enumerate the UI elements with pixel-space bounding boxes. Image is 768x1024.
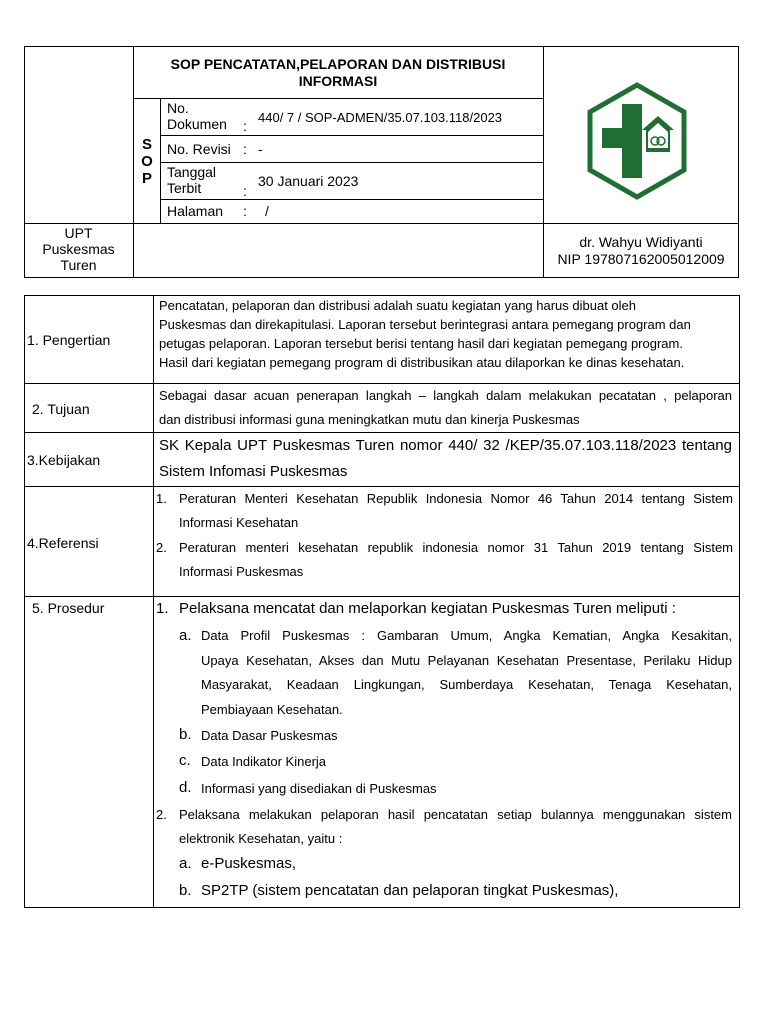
prosedur-num: 1. xyxy=(156,600,169,617)
text-line: Informasi Puskesmas xyxy=(179,564,304,579)
field-value-no-revisi: - xyxy=(258,141,263,157)
prosedur-sub-c: Data Indikator Kinerja xyxy=(201,754,327,769)
text-line: Peraturan menteri kesehatan republik indonesia nomor 31 Tahun 2019 tentang Sistem xyxy=(179,540,733,555)
sop-letter-s: S xyxy=(141,136,152,153)
section-label-referensi: 4.Referensi xyxy=(27,535,99,551)
prosedur-item-1-text: Pelaksana mencatat dan melaporkan kegiatan Puskesmas Turen meliputi : xyxy=(179,600,676,617)
field-label-halaman: Halaman xyxy=(167,203,224,219)
org-name: UPT Puskesmas Turen xyxy=(42,225,115,273)
referensi-item xyxy=(179,536,733,584)
referensi-num: 2. xyxy=(156,540,167,555)
pengertian-text xyxy=(159,296,691,372)
puskesmas-logo-icon xyxy=(586,82,688,200)
field-colon: : xyxy=(243,118,247,134)
prosedur-sub-a xyxy=(201,624,732,722)
prosedur-2-sub-a: e-Puskesmas, xyxy=(201,855,297,872)
text-line: Pembiayaan Kesehatan. xyxy=(201,701,343,717)
text-line: SK Kepala UPT Puskesmas Turen nomor 440/ 32 /KEP/35.07.103.118/2023 tentang xyxy=(159,437,732,454)
sub-letter: d. xyxy=(179,779,192,796)
sub-letter: a. xyxy=(179,855,192,872)
field-label-no-dokumen: No. Dokumen xyxy=(167,100,227,132)
section-label-prosedur: 5. Prosedur xyxy=(32,600,105,616)
text-line: Peraturan Menteri Kesehatan Republik Indonesia Nomor 46 Tahun 2014 tentang Sistem xyxy=(179,491,733,506)
text-line: Sistem Infomasi Puskesmas xyxy=(159,463,348,480)
sub-letter: b. xyxy=(179,882,192,899)
prosedur-2-sub-b: SP2TP (sistem pencatatan dan pelaporan tingkat Puskesmas), xyxy=(201,882,619,899)
field-colon: : xyxy=(243,203,247,219)
sub-letter: a. xyxy=(179,627,192,644)
text-line: Puskesmas dan direkapitulasi. Laporan tersebut berintegrasi antara pemegang program dan xyxy=(159,317,691,332)
section-label-kebijakan: 3.Kebijakan xyxy=(27,452,101,468)
text-line: petugas pelaporan. Laporan tersebut berisi tentang hasil dari kegiatan pemegang program. xyxy=(159,336,683,351)
prosedur-num: 2. xyxy=(156,807,167,822)
sop-title: SOP PENCATATAN,PELAPORAN DAN DISTRIBUSI INFORMASI xyxy=(170,56,506,89)
text-line: elektronik Kesehatan, yaitu : xyxy=(179,831,343,846)
referensi-item xyxy=(179,487,733,535)
prosedur-item-2-text xyxy=(179,803,732,851)
text-line: Sebagai dasar acuan penerapan langkah – langkah dalam melakukan pecatatan , pelaporan xyxy=(159,388,732,403)
text-line: Data Profil Puskesmas : Gambaran Umum, Angka Kematian, Angka Kesakitan, xyxy=(201,628,732,643)
tujuan-text xyxy=(159,384,732,432)
text-line: Pencatatan, pelaporan dan distribusi adalah suatu kegiatan yang harus dibuat oleh xyxy=(159,298,637,313)
signatory-name: dr. Wahyu Widiyanti xyxy=(579,234,703,250)
referensi-num: 1. xyxy=(156,491,167,506)
signatory-nip: NIP 197807162005012009 xyxy=(557,251,725,267)
text-line: Informasi Kesehatan xyxy=(179,515,299,530)
field-colon: : xyxy=(243,141,247,157)
section-label-tujuan: 2. Tujuan xyxy=(32,401,90,417)
section-label-pengertian: 1. Pengertian xyxy=(27,332,111,348)
text-line: dan distribusi informasi guna meningkatkan mutu dan kinerja Puskesmas xyxy=(159,412,580,427)
field-colon: : xyxy=(243,183,247,199)
field-label-tanggal-terbit: Tanggal Terbit xyxy=(167,164,217,196)
sop-letter-p: P xyxy=(141,170,152,187)
field-value-no-dokumen: 440/ 7 / SOP-ADMEN/35.07.103.118/2023 xyxy=(258,110,503,125)
text-line: Pelaksana melakukan pelaporan hasil pencatatan setiap bulannya menggunakan sistem xyxy=(179,807,732,822)
field-value-tanggal-terbit: 30 Januari 2023 xyxy=(258,173,359,189)
text-line: Upaya Kesehatan, Akses dan Mutu Pelayanan Kesehatan Presentase, Perilaku Hidup xyxy=(201,652,732,668)
text-line: Masyarakat, Keadaan Lingkungan, Sumberdaya Kesehatan, Tenaga Kesehatan, xyxy=(201,677,732,692)
prosedur-sub-d: Informasi yang disediakan di Puskesmas xyxy=(201,781,437,796)
text-line: Hasil dari kegiatan pemegang program di distribusikan atau dilaporkan ke dinas kesehatan. xyxy=(159,355,685,370)
sop-letter-o: O xyxy=(141,153,153,170)
sub-letter: c. xyxy=(179,752,191,769)
kebijakan-text xyxy=(159,433,732,485)
field-value-halaman: / xyxy=(265,203,269,219)
sub-letter: b. xyxy=(179,726,192,743)
field-label-no-revisi: No. Revisi xyxy=(167,141,231,157)
prosedur-sub-b: Data Dasar Puskesmas xyxy=(201,728,338,743)
